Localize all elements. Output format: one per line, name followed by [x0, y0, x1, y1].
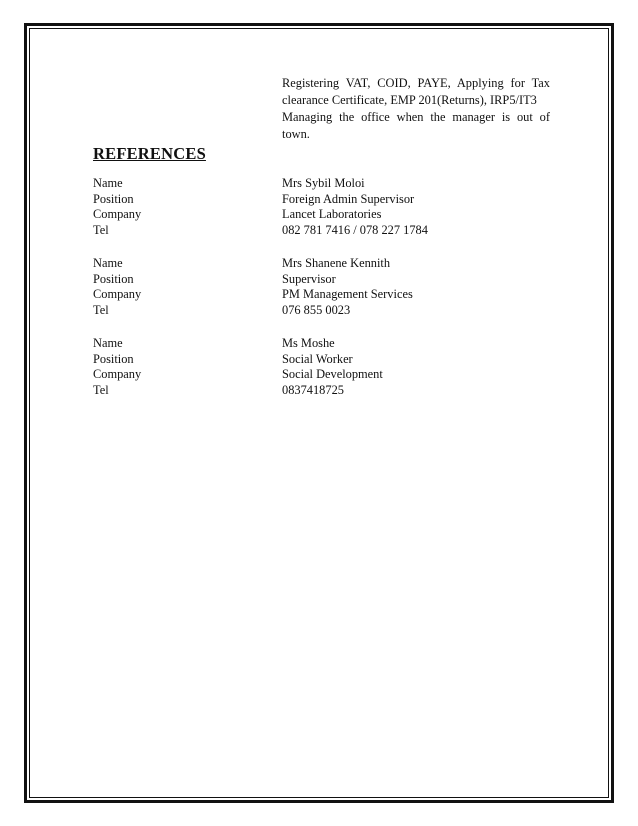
position-label: Position — [93, 351, 134, 366]
references-list — [93, 176, 553, 416]
company-label: Company — [93, 287, 142, 301]
reference-tel-row — [93, 223, 553, 239]
reference-entry — [93, 256, 553, 318]
tel-value: 082 781 7416 / 078 227 1784 — [282, 222, 428, 237]
reference-position-row — [93, 272, 553, 288]
company-label: Company — [93, 367, 142, 381]
tel-label: Tel — [93, 382, 109, 397]
name-label: Name — [93, 336, 123, 350]
references-heading: REFERENCES — [93, 144, 206, 163]
reference-position-row — [93, 192, 553, 208]
reference-entry — [93, 336, 553, 398]
reference-position-row — [93, 352, 553, 368]
tel-label: Tel — [93, 302, 109, 317]
duties-line: Registering VAT, COID, PAYE, Applying for Tax clearance Certificate, EMP 201(Returns), IRP5/IT3 — [282, 76, 550, 107]
reference-name-row — [93, 176, 553, 192]
company-value: PM Management Services — [282, 287, 413, 301]
tel-value: 0837418725 — [282, 382, 344, 397]
reference-company-row — [93, 287, 553, 303]
duties-line: Managing the office when the manager is out of town. — [282, 110, 550, 141]
reference-tel-row — [93, 303, 553, 319]
company-value: Lancet Laboratories — [282, 207, 382, 221]
company-label: Company — [93, 207, 142, 221]
tel-value: 076 855 0023 — [282, 302, 351, 317]
reference-company-row — [93, 367, 553, 383]
name-value: Ms Moshe — [282, 336, 335, 350]
tel-label: Tel — [93, 222, 109, 237]
position-value: Social Worker — [282, 351, 353, 366]
reference-tel-row — [93, 383, 553, 399]
company-value: Social Development — [282, 367, 383, 381]
position-label: Position — [93, 271, 134, 286]
name-value: Mrs Sybil Moloi — [282, 176, 365, 190]
position-value: Supervisor — [282, 271, 336, 286]
name-label: Name — [93, 256, 123, 270]
reference-company-row — [93, 207, 553, 223]
reference-entry — [93, 176, 553, 238]
reference-name-row — [93, 336, 553, 352]
position-label: Position — [93, 191, 134, 206]
name-value: Mrs Shanene Kennith — [282, 256, 391, 270]
position-value: Foreign Admin Supervisor — [282, 191, 415, 206]
reference-name-row — [93, 256, 553, 272]
name-label: Name — [93, 176, 123, 190]
duties-text — [282, 75, 550, 143]
